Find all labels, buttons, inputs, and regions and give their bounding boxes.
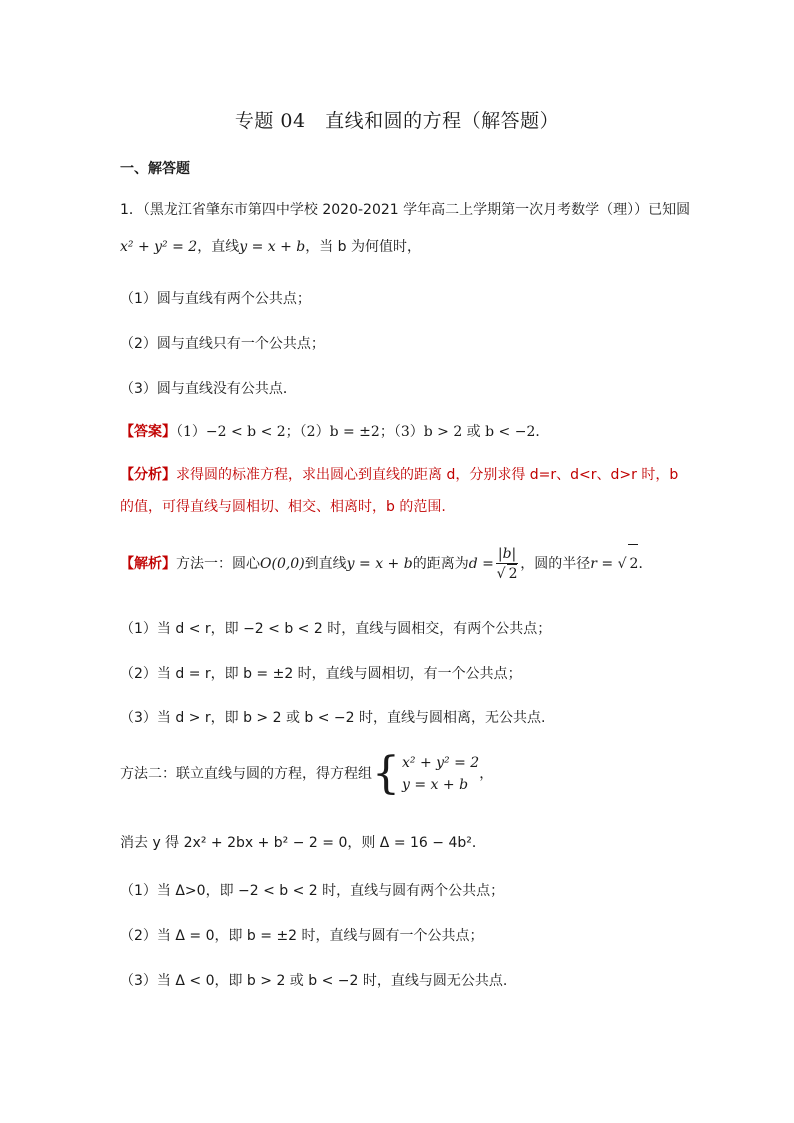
method-2-end: ，	[479, 766, 494, 782]
answer-tag: 【答案】	[120, 424, 176, 440]
method-1-text-c: 的距离为	[412, 556, 469, 572]
section-heading: 一、解答题	[120, 161, 190, 177]
distance-lhs: d =	[468, 556, 494, 572]
method-1-text-d: ，圆的半径	[520, 556, 591, 572]
solution-method-1: 【解析】方法一：圆心O(0,0)到直线y = x + b的距离为d = $\frac{|b|}{√ 2}$ ，圆的半径r = √ 2．	[120, 546, 653, 582]
radius-lhs: r =	[590, 556, 614, 572]
system-equation-1: x² + y² = 2	[402, 755, 480, 771]
circle-center: O(0,0)	[260, 556, 305, 572]
equation-system	[402, 752, 479, 796]
analysis-line-2: 的值，可得直线与圆相切、相交、相离时，b 的范围.	[120, 499, 446, 515]
question-part-2: （2）圆与直线只有一个公共点；	[120, 336, 325, 352]
method-2-step-3: （3）当 Δ < 0，即 b > 2 或 b < −2 时，直线与圆无公共点.	[120, 973, 508, 989]
analysis-text-1: 求得圆的标准方程，求出圆心到直线的距离 d，分别求得 d=r、d<r、d>r 时，b	[176, 467, 679, 483]
distance-denominator: √ 2	[496, 566, 518, 582]
answer-line	[120, 421, 549, 443]
method-2-text: 方法二：联立直线与圆的方程，得方程组	[120, 766, 372, 782]
page-title: 专题 04 直线和圆的方程（解答题）	[234, 110, 560, 132]
distance-numerator: |b|	[497, 546, 517, 562]
method-2-step-2: （2）当 Δ = 0，即 b = ±2 时，直线与圆有一个公共点；	[120, 928, 484, 944]
method-1-text-b: 到直线	[304, 556, 347, 572]
method-1-step-1: （1）当 d < r，即 −2 < b < 2 时，直线与圆相交，有两个公共点；	[120, 621, 552, 637]
method-1-step-3: （3）当 d > r，即 b > 2 或 b < −2 时，直线与圆相离，无公共点.	[120, 710, 546, 726]
method-1-text-a: 方法一：圆心	[176, 556, 260, 572]
solution-method-2	[120, 748, 494, 799]
line-equation: y = x + b	[239, 239, 306, 255]
method-2-step-1: （1）当 Δ>0，即 −2 < b < 2 时，直线与圆有两个公共点；	[120, 883, 505, 899]
question-condition	[120, 236, 421, 258]
distance-fraction	[496, 545, 518, 583]
answer-text: （1）−2 < b < 2；（2）b = ±2；（3）b > 2 或 b < −2．	[176, 424, 550, 440]
question-ask: ，当 b 为何值时，	[305, 239, 422, 255]
system-equation-2: y = x + b	[402, 777, 469, 793]
eliminate-line: 消去 y 得 2x² + 2bx + b² − 2 = 0，则 Δ = 16 − 4b²．	[120, 835, 486, 851]
line-label: ，直线	[197, 239, 240, 255]
question-part-3: （3）圆与直线没有公共点．	[120, 381, 297, 397]
analysis-tag: 【分析】	[120, 467, 176, 483]
analysis-line-1	[120, 464, 678, 486]
system-brace: {	[372, 748, 400, 799]
solution-tag: 【解析】	[120, 556, 176, 572]
circle-equation: x² + y² = 2	[120, 239, 198, 255]
radius-value: √ 2	[618, 556, 639, 572]
question-intro: 1．（黑龙江省肇东市第四中学校 2020-2021 学年高二上学期第一次月考数学（理））已知圆	[120, 202, 691, 218]
method-1-line-equation: y = x + b	[346, 556, 413, 572]
question-part-1: （1）圆与直线有两个公共点；	[120, 291, 311, 307]
method-1-step-2: （2）当 d = r，即 b = ±2 时，直线与圆相切，有一个公共点；	[120, 666, 522, 682]
